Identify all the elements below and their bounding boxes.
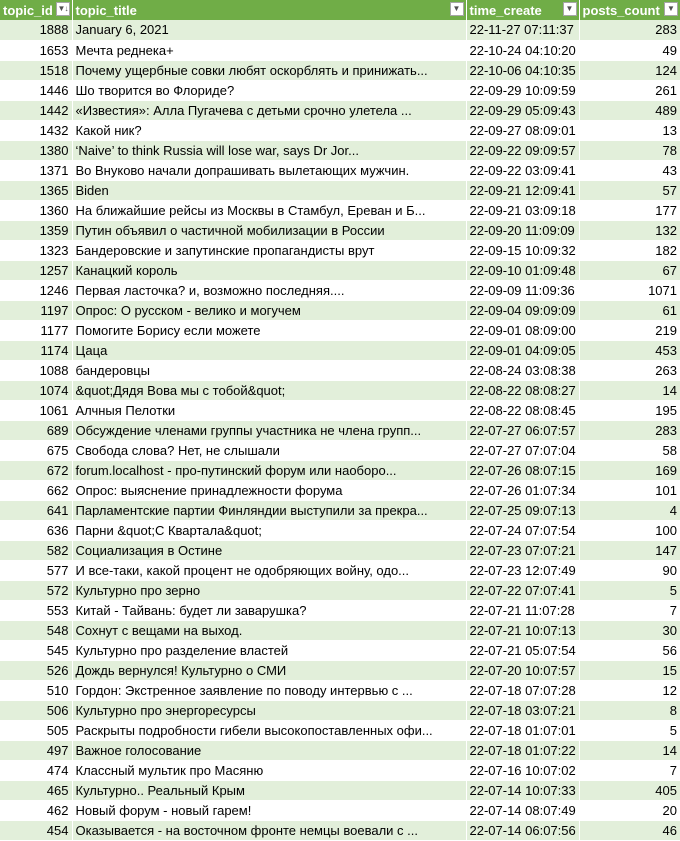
cell-topic-title[interactable]: Культурно про зерно — [72, 580, 466, 600]
cell-time-create[interactable]: 22-07-23 07:07:21 — [466, 540, 579, 560]
cell-time-create[interactable]: 22-07-27 07:07:04 — [466, 440, 579, 460]
cell-topic-title[interactable]: И все-таки, какой процент не одобряющих войну, одо... — [72, 560, 466, 580]
cell-topic-id[interactable]: 1074 — [0, 380, 72, 400]
table-row[interactable] — [0, 640, 680, 660]
cell-time-create[interactable]: 22-07-20 10:07:57 — [466, 660, 579, 680]
cell-posts-count[interactable]: 147 — [579, 540, 680, 560]
cell-posts-count[interactable]: 261 — [579, 80, 680, 100]
cell-time-create[interactable]: 22-07-14 08:07:49 — [466, 800, 579, 820]
cell-topic-id[interactable]: 526 — [0, 660, 72, 680]
cell-time-create[interactable]: 22-11-27 07:11:37 — [466, 20, 579, 40]
table-row[interactable] — [0, 700, 680, 720]
cell-topic-id[interactable]: 497 — [0, 740, 72, 760]
cell-time-create[interactable]: 22-07-21 05:07:54 — [466, 640, 579, 660]
table-row[interactable] — [0, 280, 680, 300]
cell-topic-title[interactable]: Культурно про разделение властей — [72, 640, 466, 660]
cell-posts-count[interactable]: 283 — [579, 20, 680, 40]
table-row[interactable] — [0, 420, 680, 440]
cell-topic-title[interactable]: Опрос: О русском - велико и могучем — [72, 300, 466, 320]
cell-topic-title[interactable]: Путин объявил о частичной мобилизации в России — [72, 220, 466, 240]
cell-posts-count[interactable]: 49 — [579, 40, 680, 60]
table-row[interactable] — [0, 320, 680, 340]
cell-topic-title[interactable]: Почему ущербные совки любят оскорблять и принижать... — [72, 60, 466, 80]
cell-posts-count[interactable]: 67 — [579, 260, 680, 280]
cell-time-create[interactable]: 22-09-09 11:09:36 — [466, 280, 579, 300]
cell-posts-count[interactable]: 20 — [579, 800, 680, 820]
cell-posts-count[interactable]: 90 — [579, 560, 680, 580]
cell-posts-count[interactable]: 5 — [579, 720, 680, 740]
cell-posts-count[interactable]: 124 — [579, 60, 680, 80]
table-row[interactable] — [0, 180, 680, 200]
cell-topic-title[interactable]: На ближайшие рейсы из Москвы в Стамбул, Ереван и Б... — [72, 200, 466, 220]
cell-topic-title[interactable]: Новый форум - новый гарем! — [72, 800, 466, 820]
cell-topic-id[interactable]: 506 — [0, 700, 72, 720]
cell-time-create[interactable]: 22-07-18 01:07:22 — [466, 740, 579, 760]
cell-topic-id[interactable]: 641 — [0, 500, 72, 520]
cell-posts-count[interactable]: 57 — [579, 180, 680, 200]
cell-posts-count[interactable]: 7 — [579, 600, 680, 620]
table-row[interactable] — [0, 160, 680, 180]
cell-time-create[interactable]: 22-07-21 10:07:13 — [466, 620, 579, 640]
cell-posts-count[interactable]: 405 — [579, 780, 680, 800]
table-row[interactable] — [0, 780, 680, 800]
sort-descending-filter-icon[interactable]: ▼↓ — [56, 2, 70, 16]
column-header-time-create[interactable] — [466, 0, 579, 20]
cell-posts-count[interactable]: 4 — [579, 500, 680, 520]
column-header-topic-id[interactable] — [0, 0, 72, 20]
cell-time-create[interactable]: 22-07-27 06:07:57 — [466, 420, 579, 440]
cell-topic-title[interactable]: Сохнут с вещами на выход. — [72, 620, 466, 640]
table-row[interactable] — [0, 740, 680, 760]
cell-topic-title[interactable]: Мечта реднека+ — [72, 40, 466, 60]
cell-posts-count[interactable]: 182 — [579, 240, 680, 260]
cell-posts-count[interactable]: 8 — [579, 700, 680, 720]
cell-posts-count[interactable]: 78 — [579, 140, 680, 160]
cell-time-create[interactable]: 22-09-29 10:09:59 — [466, 80, 579, 100]
cell-topic-title[interactable]: Во Внуково начали допрашивать вылетающих мужчин. — [72, 160, 466, 180]
cell-topic-id[interactable]: 1088 — [0, 360, 72, 380]
cell-time-create[interactable]: 22-07-23 12:07:49 — [466, 560, 579, 580]
table-row[interactable] — [0, 500, 680, 520]
cell-topic-id[interactable]: 548 — [0, 620, 72, 640]
cell-topic-title[interactable]: Обсуждение членами группы участника не члена групп... — [72, 420, 466, 440]
cell-topic-id[interactable]: 1177 — [0, 320, 72, 340]
table-row[interactable] — [0, 480, 680, 500]
table-row[interactable] — [0, 680, 680, 700]
cell-topic-id[interactable]: 582 — [0, 540, 72, 560]
cell-posts-count[interactable]: 101 — [579, 480, 680, 500]
cell-topic-title[interactable]: Дождь вернулся! Культурно о СМИ — [72, 660, 466, 680]
cell-topic-id[interactable]: 474 — [0, 760, 72, 780]
cell-topic-id[interactable]: 1442 — [0, 100, 72, 120]
table-row[interactable] — [0, 720, 680, 740]
table-row[interactable] — [0, 240, 680, 260]
cell-posts-count[interactable]: 283 — [579, 420, 680, 440]
cell-topic-title[interactable]: Важное голосование — [72, 740, 466, 760]
cell-topic-id[interactable]: 1446 — [0, 80, 72, 100]
cell-posts-count[interactable]: 453 — [579, 340, 680, 360]
header-row — [0, 0, 680, 20]
cell-topic-id[interactable]: 689 — [0, 420, 72, 440]
cell-topic-id[interactable]: 1653 — [0, 40, 72, 60]
cell-topic-id[interactable]: 1365 — [0, 180, 72, 200]
table-row[interactable] — [0, 100, 680, 120]
cell-posts-count[interactable]: 177 — [579, 200, 680, 220]
cell-topic-title[interactable]: January 6, 2021 — [72, 20, 466, 40]
cell-topic-title[interactable]: Оказывается - на восточном фронте немцы воевали с ... — [72, 820, 466, 840]
cell-time-create[interactable]: 22-09-21 12:09:41 — [466, 180, 579, 200]
cell-topic-id[interactable]: 1323 — [0, 240, 72, 260]
cell-posts-count[interactable]: 195 — [579, 400, 680, 420]
table-row[interactable] — [0, 560, 680, 580]
table-row[interactable] — [0, 80, 680, 100]
cell-time-create[interactable]: 22-09-22 03:09:41 — [466, 160, 579, 180]
cell-time-create[interactable]: 22-07-26 08:07:15 — [466, 460, 579, 480]
table-row[interactable] — [0, 460, 680, 480]
table-row[interactable] — [0, 580, 680, 600]
cell-posts-count[interactable]: 1071 — [579, 280, 680, 300]
table-row[interactable] — [0, 200, 680, 220]
table-row[interactable] — [0, 20, 680, 40]
cell-topic-id[interactable]: 1359 — [0, 220, 72, 240]
cell-topic-title[interactable]: Свобода слова? Нет, не слышали — [72, 440, 466, 460]
cell-posts-count[interactable]: 30 — [579, 620, 680, 640]
cell-topic-id[interactable]: 572 — [0, 580, 72, 600]
cell-time-create[interactable]: 22-07-26 01:07:34 — [466, 480, 579, 500]
cell-time-create[interactable]: 22-10-06 04:10:35 — [466, 60, 579, 80]
cell-topic-title[interactable]: ‘Naive’ to think Russia will lose war, says Dr Jor... — [72, 140, 466, 160]
cell-topic-id[interactable]: 1360 — [0, 200, 72, 220]
cell-time-create[interactable]: 22-07-25 09:07:13 — [466, 500, 579, 520]
cell-topic-title[interactable]: Раскрыты подробности гибели высокопоставленных офи... — [72, 720, 466, 740]
cell-topic-title[interactable]: Biden — [72, 180, 466, 200]
cell-topic-id[interactable]: 577 — [0, 560, 72, 580]
cell-time-create[interactable]: 22-09-22 09:09:57 — [466, 140, 579, 160]
dropdown-arrow-icon[interactable]: ▼ — [664, 2, 678, 16]
cell-posts-count[interactable]: 489 — [579, 100, 680, 120]
cell-topic-id[interactable]: 1246 — [0, 280, 72, 300]
column-header-label: topic_title — [75, 2, 137, 18]
cell-topic-id[interactable]: 662 — [0, 480, 72, 500]
cell-topic-title[interactable]: Шо творится во Флориде? — [72, 80, 466, 100]
cell-topic-id[interactable]: 1174 — [0, 340, 72, 360]
cell-posts-count[interactable]: 14 — [579, 380, 680, 400]
cell-topic-id[interactable]: 454 — [0, 820, 72, 840]
cell-time-create[interactable]: 22-07-21 11:07:28 — [466, 600, 579, 620]
dropdown-arrow-icon[interactable]: ▼ — [450, 2, 464, 16]
cell-time-create[interactable]: 22-10-24 04:10:20 — [466, 40, 579, 60]
cell-topic-title[interactable]: Парни &quot;С Квартала&quot; — [72, 520, 466, 540]
cell-topic-id[interactable]: 1518 — [0, 60, 72, 80]
cell-topic-title[interactable]: Классный мультик про Масяню — [72, 760, 466, 780]
cell-topic-title[interactable]: Культурно.. Реальный Крым — [72, 780, 466, 800]
cell-topic-id[interactable]: 675 — [0, 440, 72, 460]
cell-posts-count[interactable]: 7 — [579, 760, 680, 780]
cell-time-create[interactable]: 22-09-29 05:09:43 — [466, 100, 579, 120]
cell-topic-title[interactable]: Опрос: выяснение принадлежности форума — [72, 480, 466, 500]
cell-topic-title[interactable]: Бандеровские и запутинские пропагандисты врут — [72, 240, 466, 260]
cell-topic-id[interactable]: 1888 — [0, 20, 72, 40]
cell-posts-count[interactable]: 43 — [579, 160, 680, 180]
cell-posts-count[interactable]: 169 — [579, 460, 680, 480]
cell-topic-title[interactable]: «Известия»: Алла Пугачева с детьми срочно улетела ... — [72, 100, 466, 120]
table-row[interactable] — [0, 40, 680, 60]
cell-topic-title[interactable]: Гордон: Экстренное заявление по поводу интервью с ... — [72, 680, 466, 700]
cell-topic-title[interactable]: Культурно про энергоресурсы — [72, 700, 466, 720]
table-body — [0, 20, 680, 840]
column-header-label: topic_id — [3, 2, 53, 18]
table-row[interactable] — [0, 380, 680, 400]
cell-topic-id[interactable]: 1432 — [0, 120, 72, 140]
cell-time-create[interactable]: 22-07-24 07:07:54 — [466, 520, 579, 540]
cell-posts-count[interactable]: 132 — [579, 220, 680, 240]
cell-time-create[interactable]: 22-09-01 04:09:05 — [466, 340, 579, 360]
cell-time-create[interactable]: 22-09-01 08:09:00 — [466, 320, 579, 340]
table-row[interactable] — [0, 600, 680, 620]
cell-time-create[interactable]: 22-09-04 09:09:09 — [466, 300, 579, 320]
cell-time-create[interactable]: 22-09-21 03:09:18 — [466, 200, 579, 220]
cell-topic-title[interactable]: Помогите Борису если можете — [72, 320, 466, 340]
cell-posts-count[interactable]: 5 — [579, 580, 680, 600]
cell-topic-title[interactable]: бандеровцы — [72, 360, 466, 380]
cell-topic-id[interactable]: 1380 — [0, 140, 72, 160]
cell-time-create[interactable]: 22-08-22 08:08:45 — [466, 400, 579, 420]
cell-time-create[interactable]: 22-09-10 01:09:48 — [466, 260, 579, 280]
table-row[interactable] — [0, 220, 680, 240]
table-row[interactable] — [0, 540, 680, 560]
cell-topic-id[interactable]: 465 — [0, 780, 72, 800]
cell-topic-id[interactable]: 672 — [0, 460, 72, 480]
cell-posts-count[interactable]: 15 — [579, 660, 680, 680]
cell-time-create[interactable]: 22-09-15 10:09:32 — [466, 240, 579, 260]
table-row[interactable] — [0, 400, 680, 420]
cell-posts-count[interactable]: 12 — [579, 680, 680, 700]
table-row[interactable] — [0, 140, 680, 160]
cell-topic-id[interactable]: 636 — [0, 520, 72, 540]
table-row[interactable] — [0, 440, 680, 460]
cell-topic-title[interactable]: forum.localhost - про-путинский форум или наоборо... — [72, 460, 466, 480]
column-header-label: posts_count — [582, 2, 660, 18]
cell-posts-count[interactable]: 13 — [579, 120, 680, 140]
cell-topic-title[interactable]: Какой ник? — [72, 120, 466, 140]
cell-posts-count[interactable]: 100 — [579, 520, 680, 540]
cell-posts-count[interactable]: 14 — [579, 740, 680, 760]
cell-topic-title[interactable]: Парламентские партии Финляндии выступили за прекра... — [72, 500, 466, 520]
table-row[interactable] — [0, 260, 680, 280]
cell-posts-count[interactable]: 58 — [579, 440, 680, 460]
cell-topic-id[interactable]: 1371 — [0, 160, 72, 180]
cell-time-create[interactable]: 22-09-20 11:09:09 — [466, 220, 579, 240]
table-row[interactable] — [0, 360, 680, 380]
column-header-label: time_create — [469, 2, 542, 18]
column-header-posts-count[interactable] — [579, 0, 680, 20]
dropdown-arrow-icon[interactable]: ▼ — [563, 2, 577, 16]
table-row[interactable] — [0, 660, 680, 680]
cell-topic-title[interactable]: Цаца — [72, 340, 466, 360]
table-row[interactable] — [0, 760, 680, 780]
table-row[interactable] — [0, 520, 680, 540]
cell-posts-count[interactable]: 61 — [579, 300, 680, 320]
cell-topic-id[interactable]: 505 — [0, 720, 72, 740]
cell-topic-id[interactable]: 1197 — [0, 300, 72, 320]
cell-posts-count[interactable]: 263 — [579, 360, 680, 380]
cell-topic-title[interactable]: Алчныя Пелотки — [72, 400, 466, 420]
table-row[interactable] — [0, 300, 680, 320]
cell-topic-title[interactable]: Канацкий король — [72, 260, 466, 280]
cell-time-create[interactable]: 22-07-18 07:07:28 — [466, 680, 579, 700]
cell-topic-id[interactable]: 545 — [0, 640, 72, 660]
table-row[interactable] — [0, 120, 680, 140]
cell-time-create[interactable]: 22-07-14 06:07:56 — [466, 820, 579, 840]
cell-topic-id[interactable]: 553 — [0, 600, 72, 620]
table-row[interactable] — [0, 340, 680, 360]
cell-posts-count[interactable]: 219 — [579, 320, 680, 340]
table-row[interactable] — [0, 800, 680, 820]
cell-topic-id[interactable]: 462 — [0, 800, 72, 820]
table-row[interactable] — [0, 620, 680, 640]
cell-topic-id[interactable]: 510 — [0, 680, 72, 700]
cell-time-create[interactable]: 22-08-22 08:08:27 — [466, 380, 579, 400]
cell-topic-title[interactable]: Китай - Тайвань: будет ли заварушка? — [72, 600, 466, 620]
table-row[interactable] — [0, 60, 680, 80]
cell-topic-title[interactable]: &quot;Дядя Вова мы с тобой&quot; — [72, 380, 466, 400]
column-header-topic-title[interactable] — [72, 0, 466, 20]
cell-topic-id[interactable]: 1061 — [0, 400, 72, 420]
cell-time-create[interactable]: 22-07-16 10:07:02 — [466, 760, 579, 780]
cell-posts-count[interactable]: 56 — [579, 640, 680, 660]
cell-time-create[interactable]: 22-09-27 08:09:01 — [466, 120, 579, 140]
cell-time-create[interactable]: 22-07-18 03:07:21 — [466, 700, 579, 720]
cell-topic-id[interactable]: 1257 — [0, 260, 72, 280]
cell-time-create[interactable]: 22-07-14 10:07:33 — [466, 780, 579, 800]
cell-time-create[interactable]: 22-08-24 03:08:38 — [466, 360, 579, 380]
cell-topic-title[interactable]: Первая ласточка? и, возможно последняя.... — [72, 280, 466, 300]
cell-topic-title[interactable]: Социализация в Остине — [72, 540, 466, 560]
cell-time-create[interactable]: 22-07-18 01:07:01 — [466, 720, 579, 740]
table-row[interactable] — [0, 820, 680, 840]
cell-posts-count[interactable]: 46 — [579, 820, 680, 840]
cell-time-create[interactable]: 22-07-22 07:07:41 — [466, 580, 579, 600]
